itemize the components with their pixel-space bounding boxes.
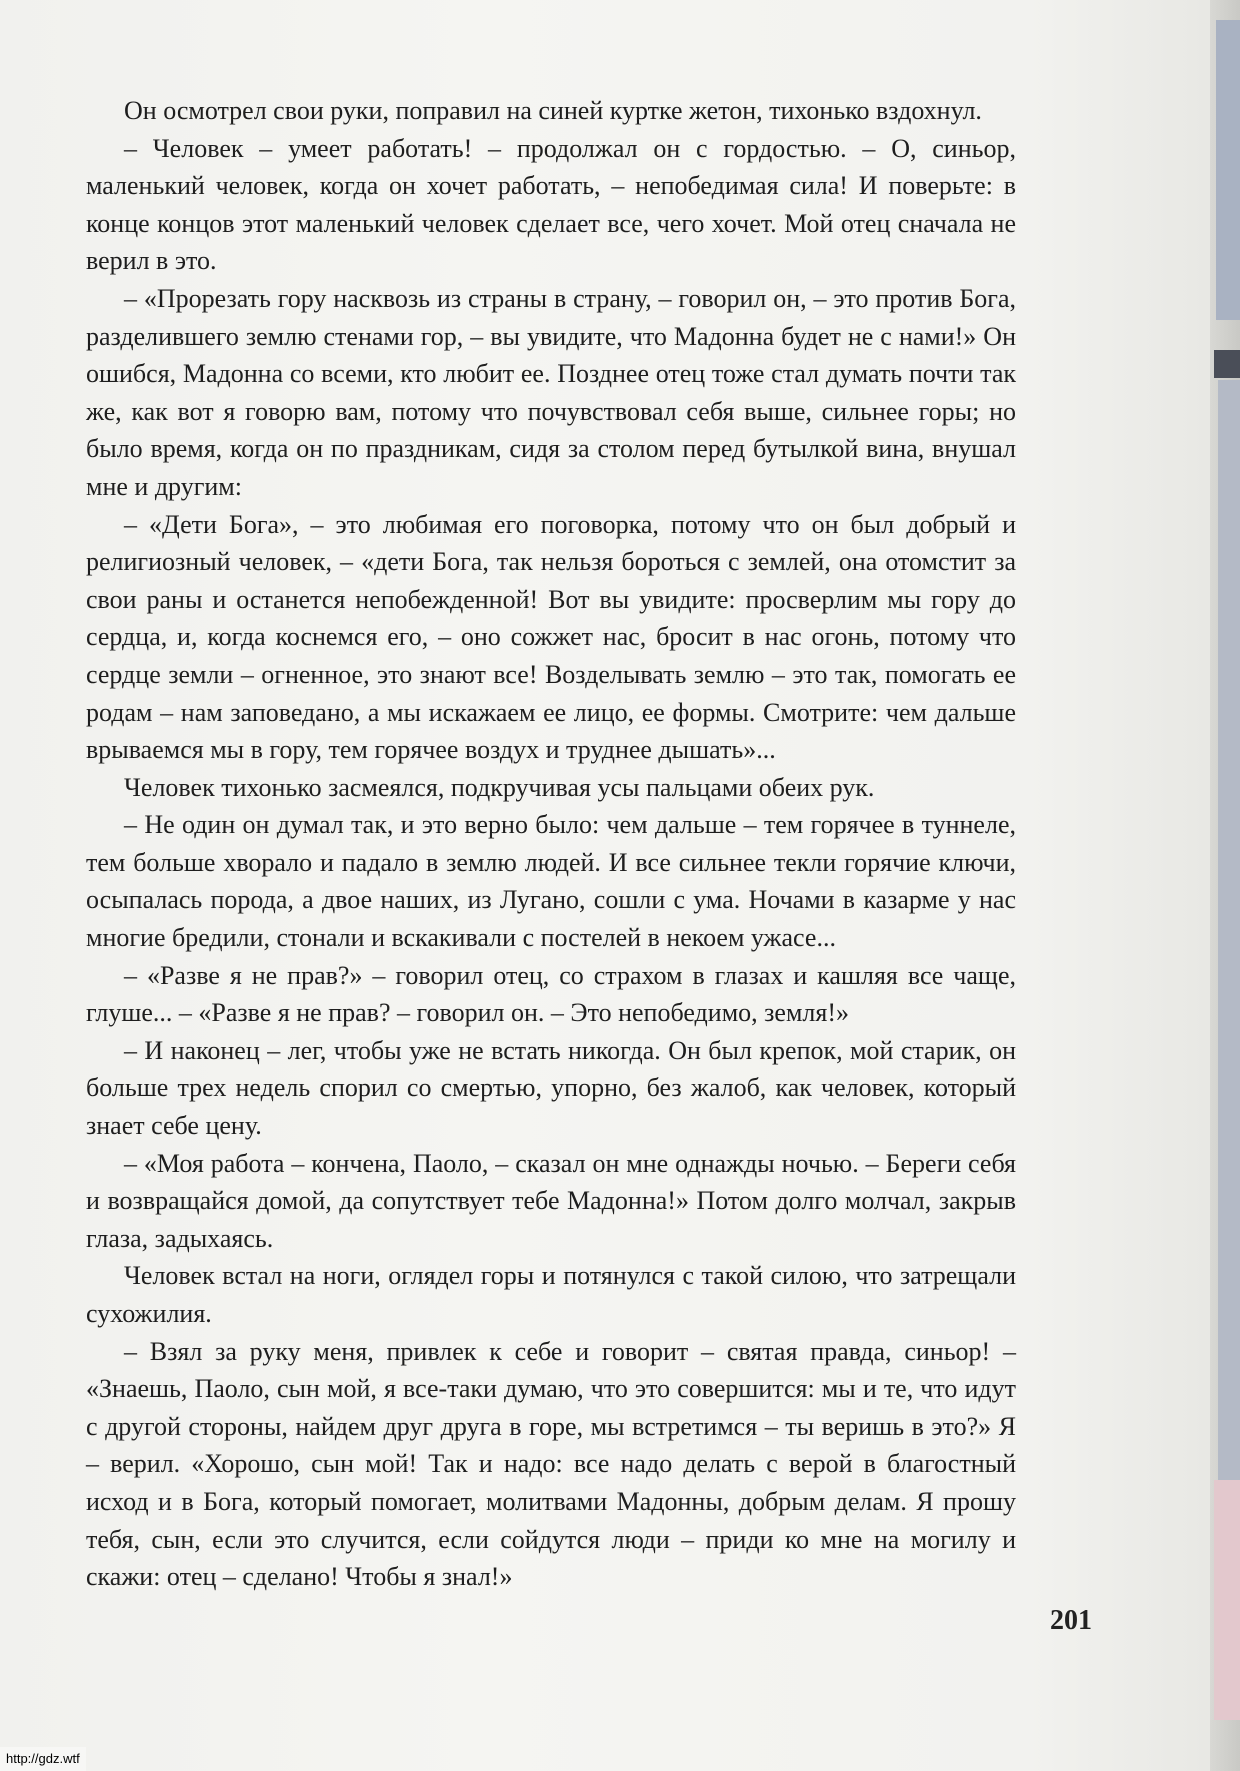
background-object-blue	[1216, 20, 1240, 320]
paragraph-11: – Взял за руку меня, привлек к себе и говорит – святая правда, синьор! – «Знаешь, Паоло, сын мой, я все-таки думаю, что это совершится: мы и те, что идут с другой стороны, найдем друг друга в горе, мы встретимся – ты веришь в это?» Я – верил. «Хорошо, сын мой! Так и надо: все надо делать с верой в благостный исход и в Бога, который помогает, молитвами Мадонны, добрым делам. Я прошу тебя, сын, если это случится, если сойдутся люди – приди ко мне на могилу и скажи: отец – сделано! Чтобы я знал!»	[86, 1336, 1016, 1592]
paragraph-3: – «Прорезать гору насквозь из страны в страну, – говорил он, – это против Бога, разделившего землю стенами гор, – вы увидите, что Мадонна будет не с нами!» Он ошибся, Мадонна со всеми, кто любит ее. Позднее отец тоже стал думать почти так же, как вот я говорю вам, потому что почувствовал себя выше, сильнее горы; но было время, когда он по праздникам, сидя за столом перед бутылкой вина, внушал мне и другим:	[86, 283, 1016, 501]
paragraph-5: Человек тихонько засмеялся, подкручивая усы пальцами обеих рук.	[124, 772, 875, 802]
page-text	[86, 92, 1016, 1596]
page-number: 201	[1050, 1605, 1092, 1636]
background-object-pink	[1214, 1480, 1240, 1720]
paragraph-1: Он осмотрел свои руки, поправил на синей куртке жетон, тихонько вздохнул.	[124, 96, 982, 125]
paragraph-7: – «Разве я не прав?» – говорил отец, со страхом в глазах и кашляя все чаще, глуше... – «Разве я не прав? – говорил он. – Это непобедимо, земля!»	[86, 960, 1016, 1028]
paragraph-6: – Не один он думал так, и это верно было: чем дальше – тем горячее в туннеле, тем больше хворало и падало в землю людей. И все сильнее текли горячие ключи, осыпалась порода, а двое наших, из Лугано, сошли с ума. Ночами в казарме у нас многие бредили, стонали и вскакивали с постелей в некоем ужасе...	[86, 810, 1016, 953]
paragraph-4: – «Дети Бога», – это любимая его поговорка, потому что он был добрый и религиозный человек, – «дети Бога, так нельзя бороться с землей, она отомстит за свои раны и останется непобежденной! Вот вы увидите: просверлим мы гору до сердца, и, когда коснемся его, – оно сожжет нас, бросит в нас огонь, потому что сердце земли – огненное, это знают все! Возделывать землю – это так, помогать ее родам – нам заповедано, а мы искажаем ее лицо, ее формы. Смотрите: чем дальше врываемся мы в гору, тем горячее воздух и труднее дышать»...	[86, 509, 1016, 765]
watermark-link[interactable]: http://gdz.wtf	[0, 1747, 86, 1771]
paragraph-10: Человек встал на ноги, оглядел горы и потянулся с такой силою, что затрещали сухожилия.	[86, 1261, 1016, 1328]
paragraph-9: – «Моя работа – кончена, Паоло, – сказал он мне однажды ночью. – Береги себя и возвращайся домой, да сопутствует тебе Мадонна!» Потом долго молчал, закрыв глаза, задыхаясь.	[86, 1148, 1016, 1253]
background-object-dark	[1214, 350, 1240, 378]
background-object-gray	[1218, 380, 1240, 1480]
paragraph-2: – Человек – умеет работать! – продолжал он с гордостью. – О, синьор, маленький человек, когда он хочет работать, – непобедимая сила! И поверьте: в конце концов этот маленький человек сделает все, чего хочет. Мой отец сначала не верил в это.	[86, 133, 1016, 276]
paragraph-8: – И наконец – лег, чтобы уже не встать никогда. Он был крепок, мой старик, он больше трех недель спорил со смертью, упорно, без жалоб, как человек, который знает себе цену.	[86, 1035, 1016, 1141]
